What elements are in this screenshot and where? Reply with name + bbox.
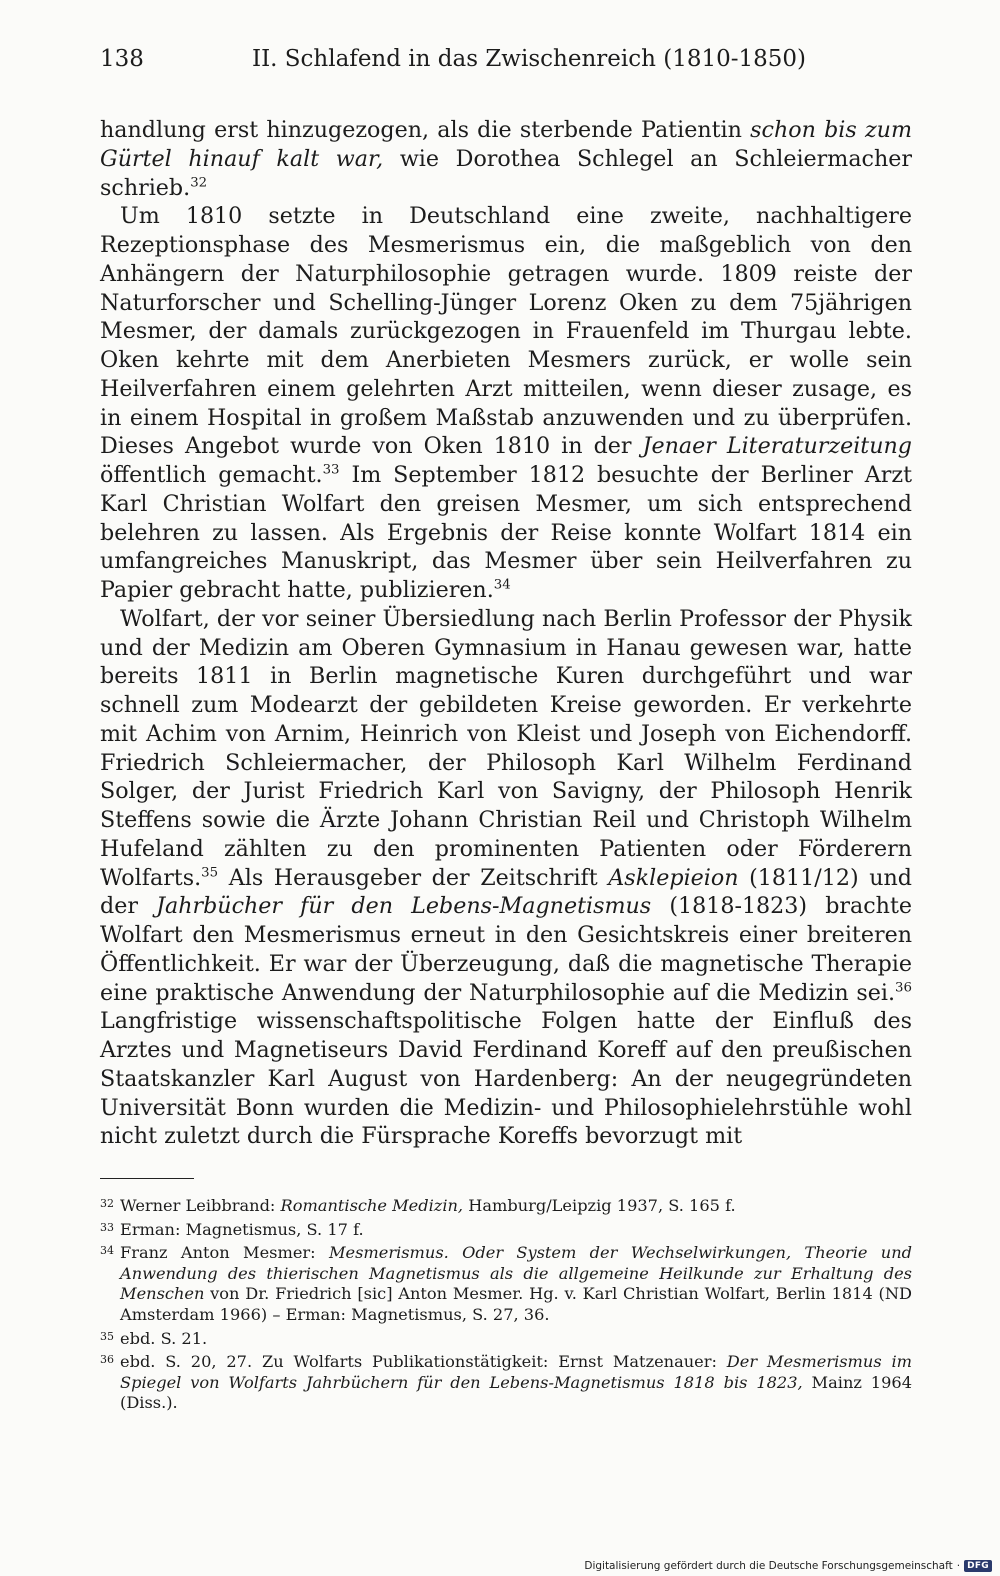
credit-text: Digitalisierung gefördert durch die Deutsche Forschungsgemeinschaft bbox=[584, 1560, 953, 1572]
italic-title: Mesmerismus. Oder System der Wechselwirkungen, Theorie und Anwendung des thierischen Magnetismus als die allgemeine Heilkunde zur Erhaltung des Menschen bbox=[120, 1243, 912, 1304]
text-run: ebd. S. 20, 27. Zu Wolfarts Publikationstätigkeit: Ernst Matzenauer: bbox=[120, 1352, 727, 1372]
text-run: handlung erst hinzugezogen, als die sterbende Patientin bbox=[100, 117, 751, 143]
footnote-text bbox=[120, 1243, 912, 1325]
footnote-36 bbox=[100, 1352, 912, 1414]
footnote-34 bbox=[100, 1243, 912, 1325]
footnote-35 bbox=[100, 1329, 912, 1350]
text-run: Wolfart, der vor seiner Übersiedlung nach Berlin Professor der Physik und der Medizin am Oberen Gymnasium in Hanau gewesen war, hatte bereits 1811 in Berlin magnetische Kuren durchgeführt und war schnell zum Modearzt der gebildeten Kreise geworden. Er verkehrte mit Achim von Arnim, Heinrich von Kleist und Joseph von Eichendorff. Friedrich Schleiermacher, der Philosoph Karl Wilhelm Ferdinand Solger, der Jurist Friedrich Karl von Savigny, der Philosoph Henrik Steffens sowie die Ärzte Johann Christian Reil und Christoph Wilhelm Hufeland zählten zu den prominenten Patienten oder Förderern Wolfarts. bbox=[100, 605, 912, 891]
footnote-ref-32[interactable]: 32 bbox=[190, 174, 208, 190]
text-run: von Dr. Friedrich [sic] Anton Mesmer. Hg. v. Karl Christian Wolfart, Berlin 1814 (ND Amsterdam 1966) – Erman: Magnetismus, S. 27, 36. bbox=[120, 1284, 912, 1324]
footnote-text: ebd. S. 21. bbox=[120, 1328, 208, 1348]
footnote-ref-33[interactable]: 33 bbox=[322, 462, 340, 478]
footnote-ref-34[interactable]: 34 bbox=[493, 577, 511, 593]
footnote-number: 33 bbox=[100, 1220, 114, 1234]
text-run: (1818-1823) brachte Wolfart den Mesmerismus erneut in den Gesichtskreis einer breiteren Öffentlichkeit. Er war der Überzeugung, daß die magnetische Therapie eine praktische Anwendung der Naturphilosophie auf die Medizin sei. bbox=[100, 893, 912, 1006]
footnote-text: Erman: Magnetismus, S. 17 f. bbox=[120, 1219, 364, 1239]
footnote-32 bbox=[100, 1196, 912, 1217]
text-run: Hamburg/Leipzig 1937, S. 165 f. bbox=[463, 1196, 736, 1215]
text-run: Werner Leibbrand: bbox=[120, 1196, 281, 1215]
italic-title: Jenaer Literaturzeitung bbox=[642, 433, 912, 460]
footnote-33 bbox=[100, 1220, 912, 1241]
footnote-text bbox=[120, 1196, 912, 1217]
text-run: Im September 1812 besuchte der Berliner Arzt Karl Christian Wolfart den greisen Mesmer, um sich entsprechend belehren zu lassen. Als Ergebnis der Reise konnte Wolfart 1814 ein umfangreiches Manuskript, das Mesmer über sein Heilverfahren zu Papier gebracht hatte, publizieren. bbox=[100, 462, 912, 603]
separator: · bbox=[956, 1560, 961, 1572]
footnote-number: 32 bbox=[100, 1197, 114, 1210]
footnote-number: 36 bbox=[100, 1353, 114, 1367]
page-number: 138 bbox=[100, 46, 144, 72]
footnote-divider bbox=[100, 1178, 194, 1179]
paragraph-2 bbox=[100, 202, 912, 605]
text-run: (1811/12) und der bbox=[100, 864, 913, 920]
footnote-ref-35[interactable]: 35 bbox=[201, 864, 219, 880]
main-text bbox=[100, 116, 912, 1151]
footnote-text bbox=[120, 1352, 912, 1414]
text-run: wie Dorothea Schlegel an Schleiermacher schrieb. bbox=[100, 145, 913, 201]
text-run: Um 1810 setzte in Deutschland eine zweite, nachhaltigere Rezeptionsphase des Mesmerismus ein, die maßgeblich von den Anhängern der Naturphilosophie getragen wurde. 1809 reiste der Naturforscher und Schelling-Jünger Lorenz Oken zu dem 75jährigen Mesmer, der damals zurückgezogen in Frauenfeld im Thurgau lebte. Oken kehrte mit dem Anerbieten Mesmers zurück, er wolle sein Heilverfahren einem gelehrten Arzt mitteilen, wenn dieser zusage, es in einem Hospital in großem Maßstab anzuwenden und zu überprüfen. Dieses Angebot wurde von Oken 1810 in der bbox=[100, 203, 912, 460]
italic-title: Romantische Medizin, bbox=[280, 1196, 464, 1215]
dfg-logo-icon: DFG bbox=[964, 1560, 992, 1572]
footnotes bbox=[100, 1196, 912, 1417]
running-header bbox=[100, 44, 912, 74]
text-run: Franz Anton Mesmer: bbox=[120, 1243, 329, 1263]
digitization-credit bbox=[584, 1560, 992, 1572]
italic-title: Jahrbücher für den Lebens-Magnetismus bbox=[156, 893, 652, 920]
italic-title: Der Mesmerismus im Spiegel von Wolfarts Jahrbüchern für den Lebens-Magnetismus 1818 bis 1823, bbox=[120, 1352, 913, 1392]
paragraph-1 bbox=[100, 116, 912, 202]
italic-title: Asklepieion bbox=[608, 864, 739, 891]
text-run: Als Herausgeber der Zeitschrift bbox=[218, 864, 609, 891]
footnote-number: 35 bbox=[100, 1329, 114, 1343]
italic-quote: schon bis zum Gürtel hinauf kalt war, bbox=[100, 117, 912, 172]
footnote-number: 34 bbox=[100, 1244, 114, 1258]
text-run: Mainz 1964 (Diss.). bbox=[120, 1372, 913, 1413]
text-run: Langfristige wissenschaftspolitische Folgen hatte der Einfluß des Arztes und Magnetiseurs David Ferdinand Koreff auf den preußischen Staatskanzler Karl August von Hardenberg: An der neugegründeten Universität Bonn wurden die Medizin- und Philosophielehrstühle wohl nicht zuletzt durch die Fürsprache Koreffs bevorzugt mit bbox=[100, 1008, 912, 1150]
footnote-ref-36[interactable]: 36 bbox=[895, 979, 912, 995]
paragraph-3 bbox=[100, 605, 912, 1151]
running-title: II. Schlafend in das Zwischenreich (1810-1850) bbox=[252, 46, 807, 72]
text-run: öffentlich gemacht. bbox=[100, 462, 323, 488]
